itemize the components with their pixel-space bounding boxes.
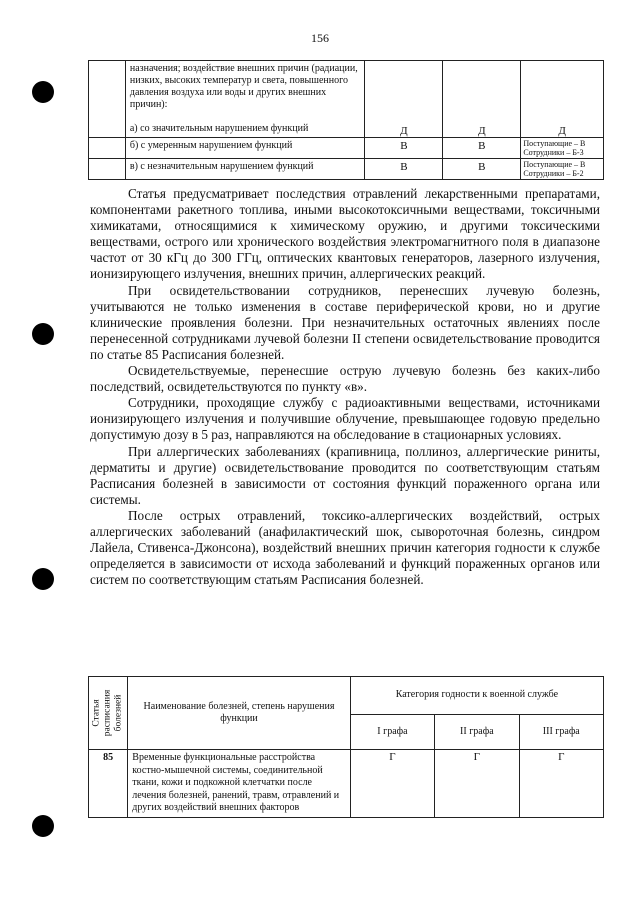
table-row — [89, 159, 604, 180]
graf3-value: Г — [519, 750, 603, 818]
employees-note: Сотрудники – Б-3 — [523, 148, 584, 157]
article-cell — [89, 61, 126, 138]
disease-cell: б) с умеренным нарушением функций — [125, 138, 365, 159]
bottom-table — [88, 676, 604, 818]
header-row — [89, 677, 604, 715]
graf3-cell — [521, 159, 604, 180]
article-cell — [89, 159, 126, 180]
graf3-cell — [521, 138, 604, 159]
graf2-value: Г — [435, 750, 519, 818]
binder-hole-2 — [32, 323, 54, 345]
table-row — [89, 138, 604, 159]
disease-description: Временные функциональные расстройства костно-мышечной системы, соединительной ткани, кожи и подкожной клетчатки после лечения болезней, ранений, травм, отравлений и других воздействий внешних факторов — [128, 750, 350, 818]
binder-hole-4 — [32, 815, 54, 837]
graf2-cell: В — [443, 138, 521, 159]
body-text — [90, 186, 600, 588]
employees-note: Сотрудники – Б-2 — [523, 169, 584, 178]
top-table — [88, 60, 604, 180]
header-graf2: II графа — [435, 714, 519, 750]
article-number: 85 — [89, 750, 128, 818]
row-a-label: а) со значительным нарушением функций — [129, 123, 309, 134]
disease-cell — [125, 61, 365, 138]
header-category: Категория годности к военной службе — [350, 677, 603, 715]
article-cell — [89, 138, 126, 159]
graf2-cell: Д — [443, 61, 521, 138]
binder-hole-1 — [32, 81, 54, 103]
header-article: Статья расписания болезней — [89, 677, 128, 750]
paragraph: После острых отравлений, токсико-аллергических воздействий, острых аллергических заболеваний (анафилактический шок, сывороточная болезнь, синдром Лайела, Стивенса-Джонсона), воздействий внешних причин категория годности к службе определяется в зависимости от исхода заболеваний и функций пораженных органов или систем по соответствующим статьям Расписания болезней. — [90, 507, 600, 588]
graf3-cell: Д — [521, 61, 604, 138]
continued-description: назначения; воздействие внешних причин (радиации, низких, высоких температур и света, повышенного давления воздуха или воды и других внешних причин): — [129, 63, 358, 110]
paragraph: При аллергических заболеваниях (крапивница, поллиноз, аллергические риниты, дерматиты и другие) освидетельствование проводится по соответствующим статьям Расписания болезней в зависимости от состояния функций пораженного органа или системы. — [90, 443, 600, 507]
paragraph: Сотрудники, проходящие службу с радиоактивными веществами, источниками ионизирующего излучения и получившие облучение, превышающее годовую предельно допустимую дозу в 5 раз, направляются на обследование в стационарных условиях. — [90, 395, 600, 443]
header-disease-name: Наименование болезней, степень нарушения функции — [128, 677, 350, 750]
table-row — [89, 750, 604, 818]
graf1-cell: В — [365, 138, 443, 159]
applicants-note: Поступающие – В — [523, 160, 586, 169]
graf1-cell: В — [365, 159, 443, 180]
paragraph: Статья предусматривает последствия отравлений лекарственными препаратами, компонентами ракетного топлива, иными высокотоксичными веществами, токсичными химикатами, относящимися к химическому оружию, и другими токсическими веществами, острого или хронического воздействия электромагнитного поля в диапазоне частот от 30 кГц до 300 ГГц, оптических квантовых генераторов, лазерного излучения, ионизирующего излучения, внешних причин, аллергических реакций. — [90, 186, 600, 282]
header-graf1: I графа — [350, 714, 434, 750]
table-row — [89, 61, 604, 138]
disease-cell: в) с незначительным нарушением функций — [125, 159, 365, 180]
graf1-cell: Д — [365, 61, 443, 138]
page-number: 156 — [311, 31, 329, 45]
binder-hole-3 — [32, 568, 54, 590]
applicants-note: Поступающие – В — [523, 139, 586, 148]
paragraph: При освидетельствовании сотрудников, перенесших лучевую болезнь, учитываются не только изменения в составе периферической крови, но и другие клинические проявления болезни. При незначительных остаточных явлениях после перенесенной сотрудниками лучевой болезни II степени освидетельствование проводится по статье 85 Расписания болезней. — [90, 282, 600, 362]
paragraph: Освидетельствуемые, перенесшие острую лучевую болезнь без каких-либо последствий, освидетельствуются по пункту «в». — [90, 363, 600, 395]
header-graf3: III графа — [519, 714, 603, 750]
graf1-value: Г — [350, 750, 434, 818]
graf2-cell: В — [443, 159, 521, 180]
